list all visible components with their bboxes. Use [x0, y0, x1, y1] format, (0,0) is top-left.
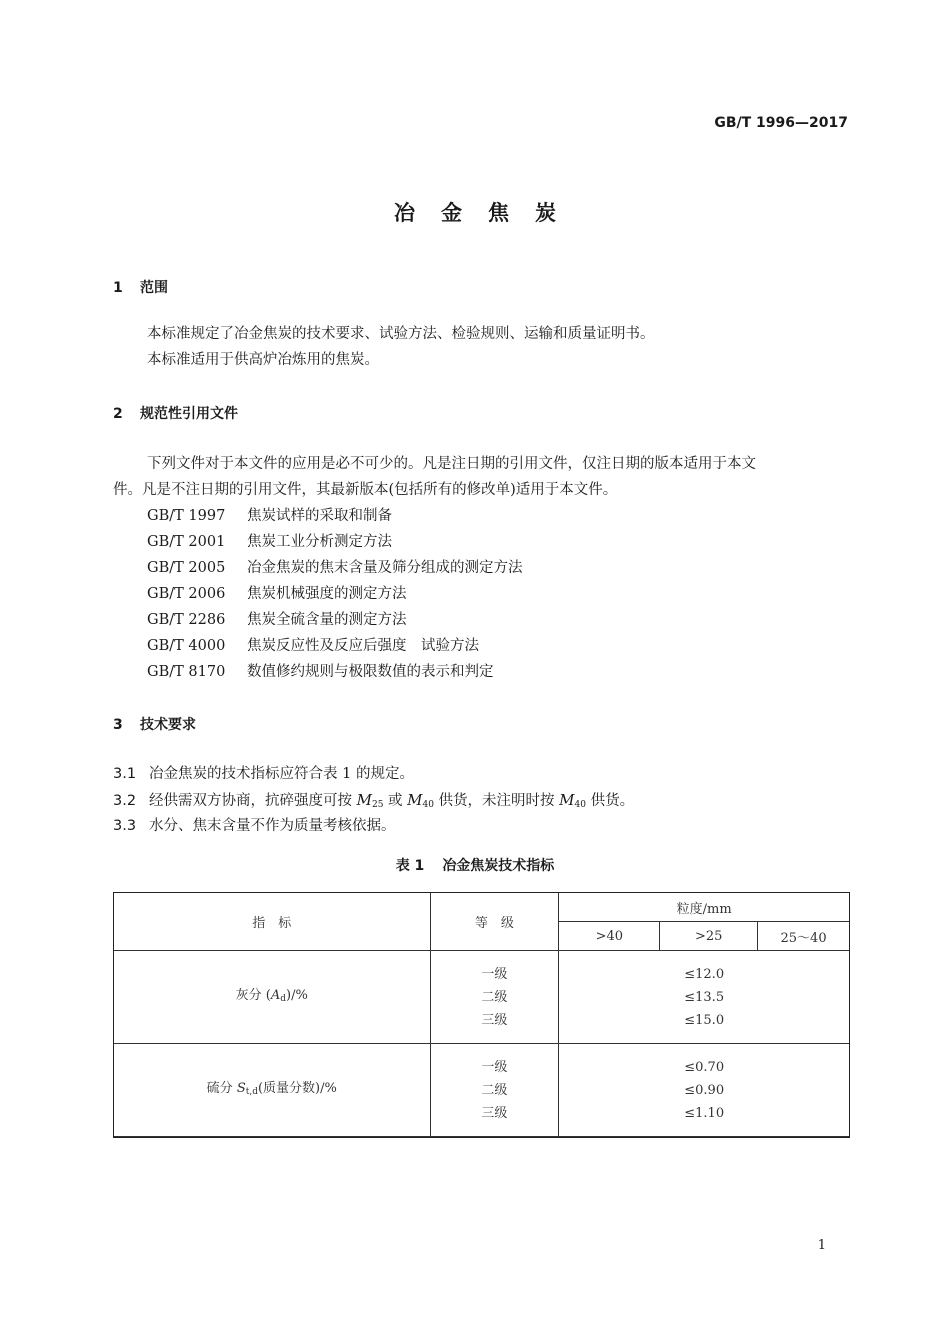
- ref-title: 焦炭试样的采取和制备: [247, 508, 392, 524]
- clause-text: 冶金焦炭的技术指标应符合表 1 的规定。: [149, 766, 414, 782]
- section-2-heading: [113, 403, 238, 423]
- indicator-text: 硫分: [206, 1080, 237, 1096]
- section-1-para-2: 本标准适用于供高炉冶炼用的焦炭。: [147, 352, 379, 368]
- normative-ref: [147, 529, 392, 555]
- ref-code: GB/T 2005: [147, 560, 226, 576]
- grade-value: 三级: [481, 1105, 508, 1121]
- indicator-cell: [114, 951, 431, 1044]
- header-size-col: >40: [559, 922, 660, 951]
- ref-code: GB/T 1997: [147, 508, 226, 524]
- section-1-heading: [113, 277, 168, 297]
- header-size: 粒度/mm: [559, 893, 850, 922]
- header-indicator: 指 标: [114, 893, 431, 951]
- section-number: 1: [113, 280, 123, 296]
- limit-cell: [559, 951, 850, 1044]
- section-title: 规范性引用文件: [140, 406, 238, 422]
- ref-title: 焦炭工业分析测定方法: [247, 534, 392, 550]
- standard-code: GB/T 1996—2017: [714, 115, 848, 131]
- limit-cell: [559, 1044, 850, 1137]
- clause-number: 3.1: [113, 766, 137, 782]
- clause-number: 3.2: [113, 793, 137, 809]
- section-3-heading: [113, 714, 196, 734]
- symbol-m: M: [559, 791, 575, 809]
- header-size-col: 25～40: [758, 922, 850, 951]
- table-title: 冶金焦炭技术指标: [442, 858, 555, 874]
- indicator-cell: [114, 1044, 431, 1137]
- indicator-text: )/%: [286, 987, 308, 1003]
- ref-title: 数值修约规则与极限数值的表示和判定: [247, 664, 494, 680]
- subscript: 25: [371, 800, 384, 810]
- section-number: 2: [113, 406, 123, 422]
- table-row: [114, 951, 850, 1044]
- indicator-text: (质量分数)/%: [257, 1080, 337, 1096]
- clause-3-1: [113, 761, 414, 787]
- limit-value: ≤15.0: [684, 1012, 725, 1028]
- grade-value: 二级: [481, 989, 508, 1005]
- subscript: 40: [422, 800, 434, 810]
- clause-text: 水分、焦末含量不作为质量考核依据。: [149, 818, 396, 834]
- symbol-m: M: [407, 791, 423, 809]
- page-number: 1: [817, 1238, 826, 1253]
- limit-value: ≤0.90: [684, 1082, 725, 1098]
- section-title: 技术要求: [140, 717, 196, 733]
- limit-value: ≤12.0: [684, 966, 725, 982]
- limit-value: ≤1.10: [684, 1105, 725, 1121]
- clause-text-part: 供货。: [585, 793, 635, 809]
- subscript: t,d: [245, 1086, 258, 1097]
- indicator-symbol: S: [236, 1080, 246, 1096]
- table-caption: [0, 855, 950, 875]
- ref-title: 焦炭反应性及反应后强度 试验方法: [247, 638, 479, 654]
- table-number: 表 1: [395, 858, 425, 874]
- symbol-m: M: [356, 791, 372, 809]
- table-row: [114, 1044, 850, 1137]
- section-2-intro-line-2: 件。凡是不注日期的引用文件，其最新版本(包括所有的修改单)适用于本文件。: [113, 482, 618, 498]
- indicator-text: 灰分 (: [235, 987, 271, 1003]
- section-1-para-1: 本标准规定了冶金焦炭的技术要求、试验方法、检验规则、运输和质量证明书。: [147, 326, 655, 342]
- grade-value: 二级: [481, 1082, 508, 1098]
- grade-value: 一级: [481, 966, 508, 982]
- document-title: 冶金焦炭: [394, 201, 582, 225]
- limit-value: ≤13.5: [684, 989, 725, 1005]
- limit-value: ≤0.70: [684, 1059, 725, 1075]
- clause-text-part: 供货，未注明时按: [433, 793, 560, 809]
- ref-code: GB/T 8170: [147, 664, 226, 680]
- normative-ref: [147, 555, 523, 581]
- subscript: d: [280, 993, 287, 1004]
- header-size-col: >25: [660, 922, 758, 951]
- clause-3-3: [113, 813, 396, 839]
- ref-code: GB/T 2006: [147, 586, 226, 602]
- subscript: 40: [574, 800, 586, 810]
- ref-title: 焦炭机械强度的测定方法: [247, 586, 407, 602]
- section-title: 范围: [140, 280, 168, 296]
- normative-ref: [147, 633, 479, 659]
- normative-ref: [147, 659, 494, 685]
- section-number: 3: [113, 717, 123, 733]
- normative-ref: [147, 503, 392, 529]
- clause-text-part: 经供需双方协商，抗碎强度可按: [149, 793, 357, 809]
- ref-code: GB/T 4000: [147, 638, 226, 654]
- grade-value: 三级: [481, 1012, 508, 1028]
- normative-ref: [147, 581, 407, 607]
- grade-value: 一级: [481, 1059, 508, 1075]
- clause-number: 3.3: [113, 818, 137, 834]
- ref-title: 焦炭全硫含量的测定方法: [247, 612, 407, 628]
- indicator-symbol: A: [270, 987, 281, 1003]
- table-header-row: [114, 893, 850, 922]
- ref-code: GB/T 2286: [147, 612, 226, 628]
- spec-table: [113, 892, 850, 1137]
- normative-ref: [147, 607, 407, 633]
- clause-text-part: 或: [383, 793, 408, 809]
- header-grade: 等 级: [430, 893, 559, 951]
- ref-title: 冶金焦炭的焦末含量及筛分组成的测定方法: [247, 560, 523, 576]
- grade-cell: [430, 1044, 559, 1137]
- section-2-intro-line-1: 下列文件对于本文件的应用是必不可少的。凡是注日期的引用文件，仅注日期的版本适用于本文: [147, 456, 756, 472]
- ref-code: GB/T 2001: [147, 534, 226, 550]
- grade-cell: [430, 951, 559, 1044]
